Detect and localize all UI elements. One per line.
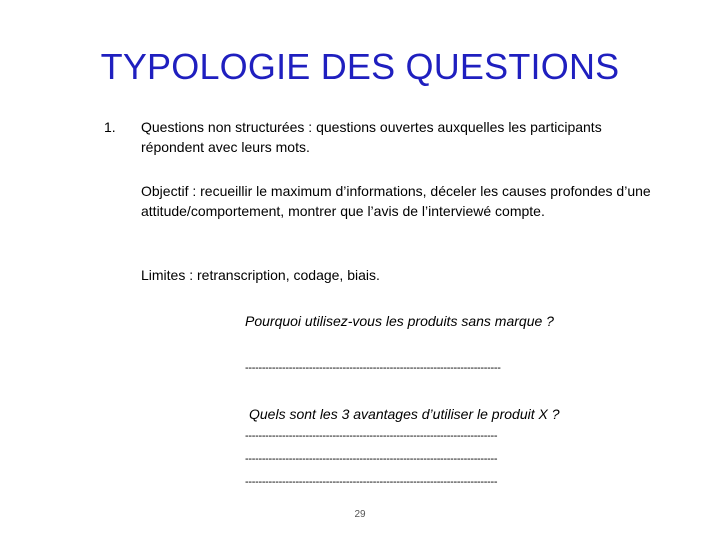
answer-line-1: ---------------------------------------------------------------------------- bbox=[245, 362, 501, 374]
limites-text: Limites : retranscription, codage, biais. bbox=[141, 267, 380, 283]
questions-definition: Questions non structurées : questions ouvertes auxquelles les participants répondent avec leurs mots. bbox=[141, 119, 602, 155]
example-question-1: Pourquoi utilisez-vous les produits sans marque ? bbox=[245, 313, 554, 329]
example-question-2: Quels sont les 3 avantages d’utiliser le produit X ? bbox=[249, 406, 560, 422]
answer-line-2: --------------------------------------------------------------------------- bbox=[245, 430, 498, 442]
slide-title: TYPOLOGIE DES QUESTIONS bbox=[100, 46, 620, 87]
answer-line-4: --------------------------------------------------------------------------- bbox=[245, 476, 498, 488]
page-number: 29 bbox=[354, 509, 366, 520]
list-number: 1. bbox=[104, 119, 116, 135]
answer-line-3: --------------------------------------------------------------------------- bbox=[245, 453, 498, 465]
objectif-text: Objectif : recueillir le maximum d’informations, déceler les causes profondes d’une attitude/comportement, montrer que l’avis de l’interviewé compte. bbox=[141, 183, 651, 219]
